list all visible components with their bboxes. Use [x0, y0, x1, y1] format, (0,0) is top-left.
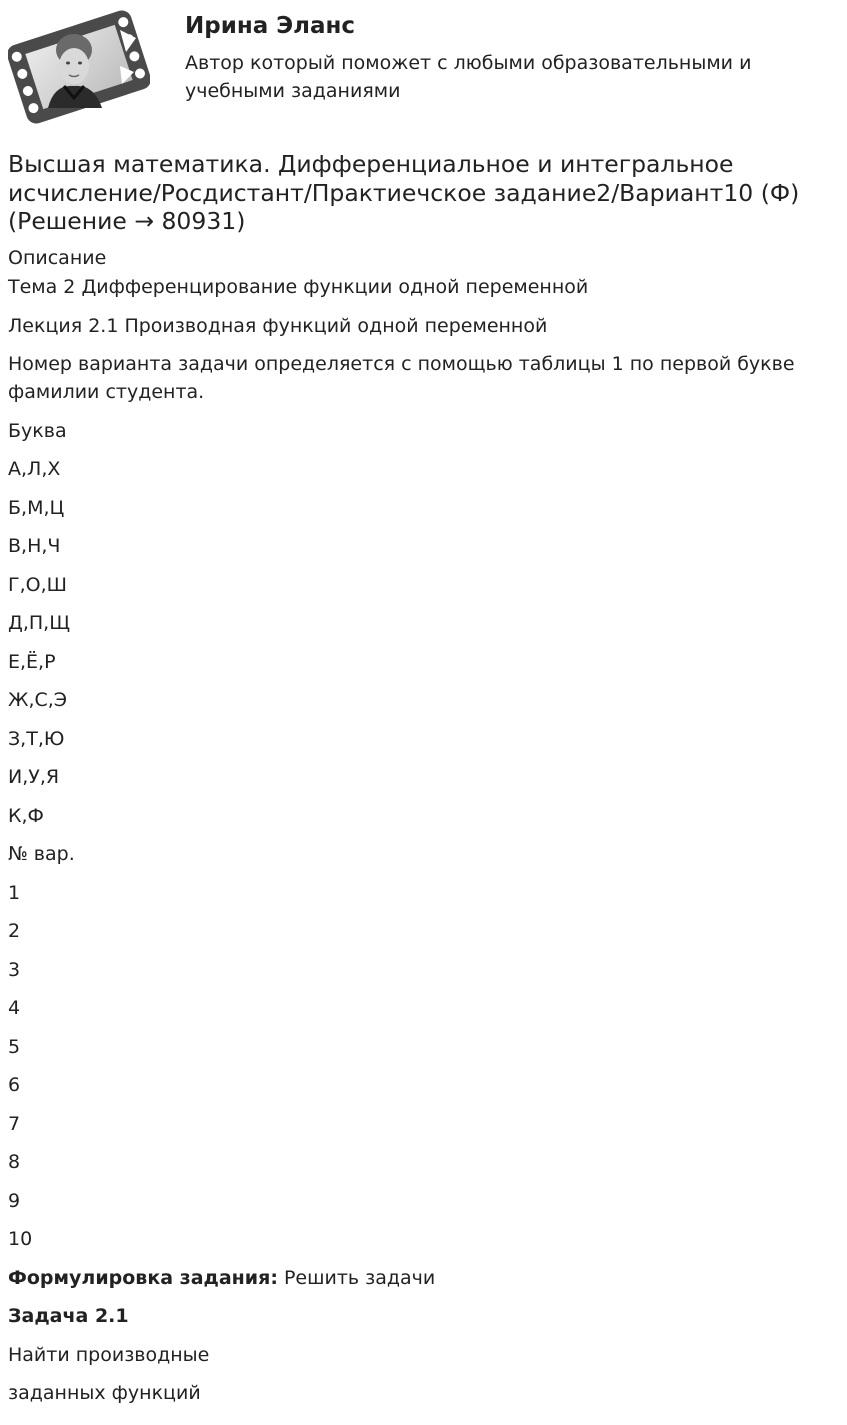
variant-number: 9: [8, 1189, 21, 1212]
variant-number: 6: [8, 1074, 21, 1096]
letters-item: Ж,С,Э: [8, 689, 68, 711]
variant-number: 7: [8, 1112, 21, 1135]
variant-number: 4: [8, 997, 21, 1019]
letters-item: Г,О,Ш: [8, 573, 67, 596]
letters-item: З,Т,Ю: [8, 727, 65, 750]
author-avatar[interactable]: [8, 8, 150, 126]
variant-note: Номер варианта задачи определяется с помощью таблицы 1 по первой букве фамилии студента.: [8, 353, 795, 403]
letters-item: В,Н,Ч: [8, 535, 61, 557]
topic-text: Тема 2 Дифференцирование функции одной переменной: [8, 276, 589, 298]
task-statement: [8, 1264, 838, 1292]
author-description: Автор который поможет с любыми образовательными и учебными заданиями: [185, 52, 752, 102]
task-line: Найти производные: [8, 1343, 210, 1366]
letters-item: И,У,Я: [8, 766, 60, 788]
variant-number: 5: [8, 1035, 21, 1058]
author-name[interactable]: Ирина Эланс: [185, 13, 356, 39]
variant-number: 3: [8, 958, 21, 981]
letters-item: Е,Ё,Р: [8, 650, 56, 673]
variants-header: № вар.: [8, 843, 75, 865]
page-title: Высшая математика. Дифференциальное и интегральное исчисление/Росдистант/Практиечское задание2/Вариант10 (Ф) (Решение → 80931): [8, 150, 800, 235]
author-header: [0, 0, 847, 140]
task-statement-label: Формулировка задания:: [8, 1266, 278, 1289]
film-strip-avatar-image: [8, 8, 150, 126]
task-line: заданных функций: [8, 1382, 201, 1404]
letters-header: Буква: [8, 419, 67, 442]
variant-number: 8: [8, 1151, 21, 1173]
variant-number: 1: [8, 881, 21, 904]
letters-item: К,Ф: [8, 804, 44, 827]
description-content: [8, 244, 838, 1418]
variant-number: 2: [8, 920, 21, 942]
task-title: Задача 2.1: [8, 1305, 129, 1327]
task-statement-text: Решить задачи: [277, 1266, 436, 1289]
lecture-text: Лекция 2.1 Производная функций одной переменной: [8, 314, 548, 337]
letters-item: Д,П,Щ: [8, 612, 70, 634]
description-label: Описание: [8, 247, 107, 269]
letters-item: Б,М,Ц: [8, 496, 65, 519]
letters-item: А,Л,Х: [8, 458, 61, 480]
variant-number: 10: [8, 1228, 33, 1250]
